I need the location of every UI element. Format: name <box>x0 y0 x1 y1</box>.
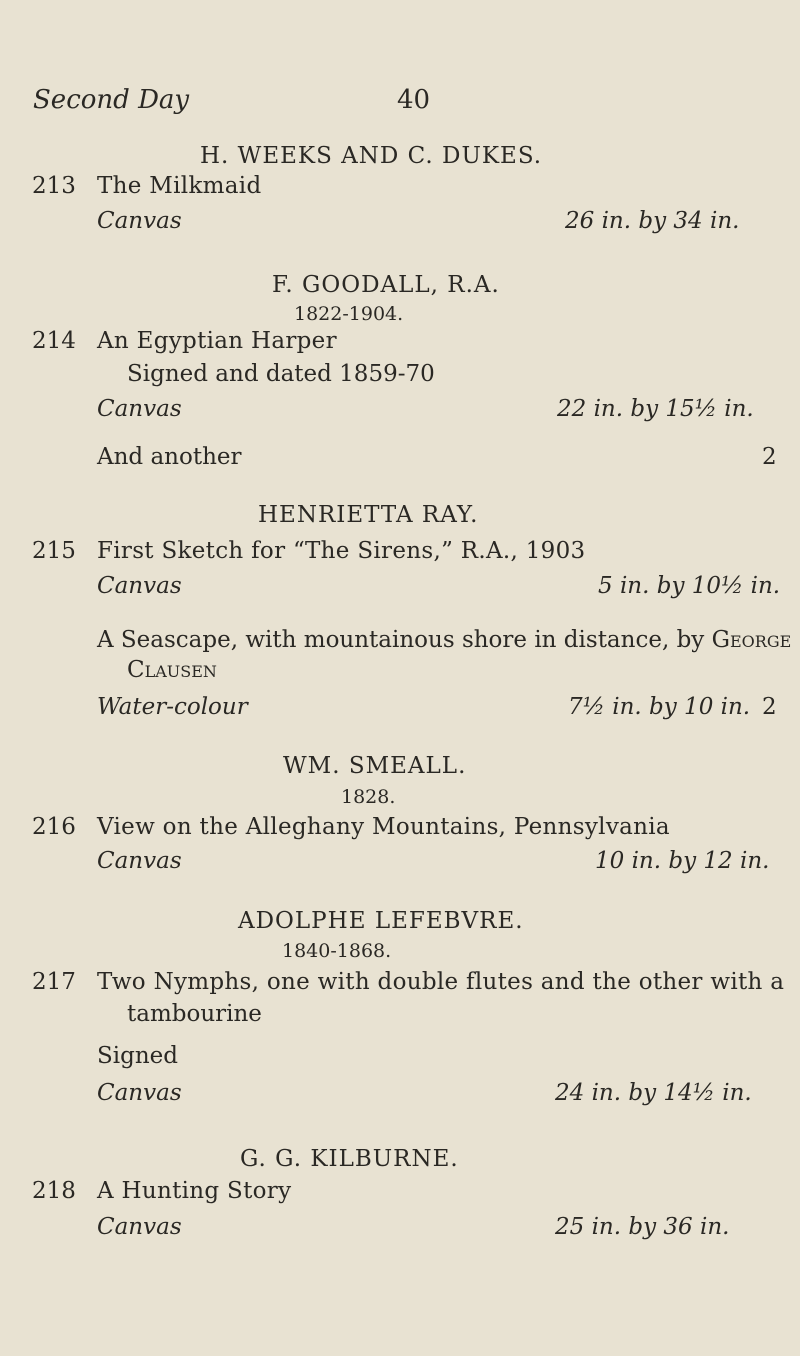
lot-number: 216 <box>32 814 76 840</box>
lot-medium: Canvas <box>97 208 182 234</box>
lot-medium: Canvas <box>97 1214 182 1240</box>
lot-dimensions: 26 in. by 34 in. <box>565 208 740 234</box>
lot-dimensions: 22 in. by 15½ in. <box>557 396 754 422</box>
additional-item-text: A Seascape, with mountainous shore in distance, by <box>97 627 712 653</box>
lot-note: Signed <box>97 1043 178 1069</box>
lot-dimensions: 25 in. by 36 in. <box>555 1214 730 1240</box>
lot-number: 217 <box>32 969 76 995</box>
lot-title: A Hunting Story <box>97 1178 292 1204</box>
lot-medium: Canvas <box>97 573 182 599</box>
lot-medium: Canvas <box>97 396 182 422</box>
lot-note: Signed and dated 1859-70 <box>127 361 435 387</box>
lot-number: 218 <box>32 1178 76 1204</box>
lot-title: Two Nymphs, one with double flutes and the other with a <box>97 969 785 995</box>
additional-item-dimensions: 7½ in. by 10 in. <box>568 694 751 720</box>
additional-item-artist-first: George <box>711 627 792 653</box>
lot-title: The Milkmaid <box>97 173 262 199</box>
lot-number: 213 <box>32 173 76 199</box>
artist-name: WM. SMEALL. <box>283 753 467 779</box>
artist-name: ADOLPHE LEFEBVRE. <box>238 908 524 934</box>
lot-dimensions: 24 in. by 14½ in. <box>555 1080 752 1106</box>
artist-name: G. G. KILBURNE. <box>240 1146 459 1172</box>
lot-medium: Canvas <box>97 1080 182 1106</box>
lot-title-continued: tambourine <box>127 1001 262 1027</box>
lot-title: An Egyptian Harper <box>97 328 337 354</box>
artist-dates: 1840-1868. <box>282 940 392 962</box>
additional-item: And another <box>97 444 242 470</box>
lot-title: First Sketch for “The Sirens,” R.A., 1903 <box>97 538 586 564</box>
lot-dimensions: 10 in. by 12 in. <box>595 848 770 874</box>
lot-medium: Canvas <box>97 848 182 874</box>
additional-item-medium: Water-colour <box>97 694 248 720</box>
lot-dimensions: 5 in. by 10½ in. <box>598 573 781 599</box>
additional-item <box>97 627 791 653</box>
item-count: 2 <box>762 444 777 470</box>
artist-dates: 1828. <box>341 786 396 808</box>
artist-name: H. WEEKS AND C. DUKES. <box>200 143 543 169</box>
item-count: 2 <box>762 694 777 720</box>
artist-name: HENRIETTA RAY. <box>258 502 479 528</box>
artist-dates: 1822-1904. <box>294 303 404 325</box>
day-heading: Second Day <box>33 85 190 115</box>
page-number: 40 <box>397 85 431 115</box>
additional-item-artist-last: Clausen <box>127 657 217 683</box>
lot-number: 214 <box>32 328 76 354</box>
lot-title: View on the Alleghany Mountains, Pennsylvania <box>97 814 670 840</box>
artist-name: F. GOODALL, R.A. <box>272 272 500 298</box>
lot-number: 215 <box>32 538 76 564</box>
